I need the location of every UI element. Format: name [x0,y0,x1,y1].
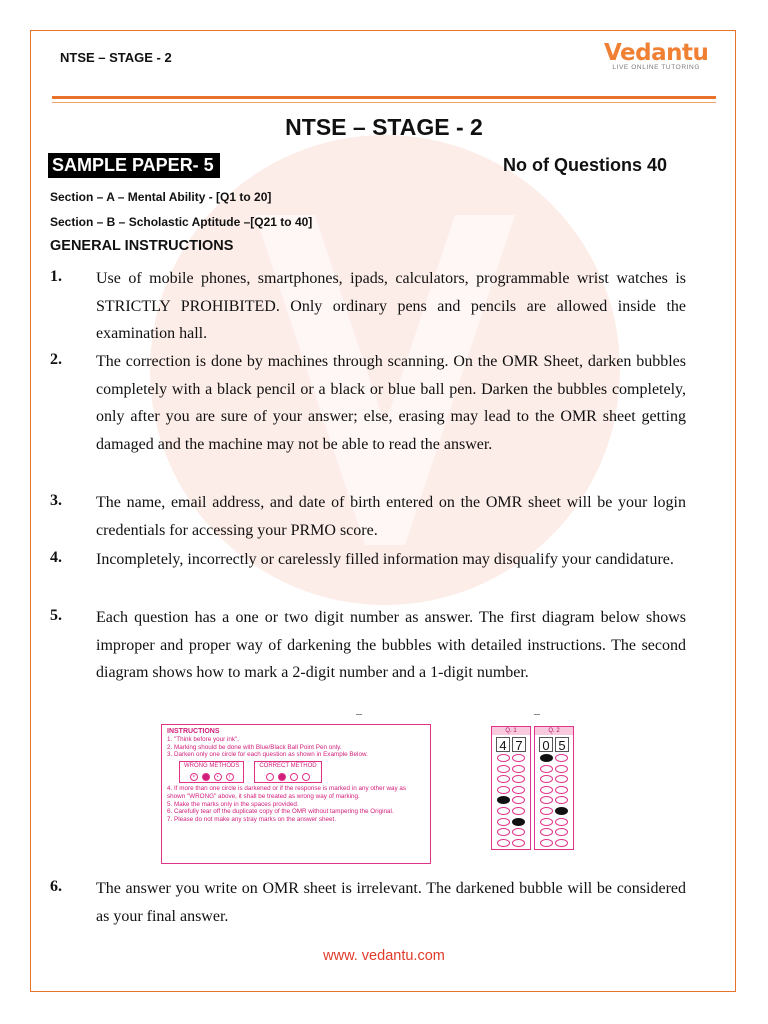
instruction-item [50,489,686,544]
page-title: NTSE – STAGE - 2 [285,114,483,140]
header-title: NTSE – STAGE - 2 [60,50,172,65]
instruction-text: The answer you write on OMR sheet is irrelevant. The darkened bubble will be considered as your final answer. [96,880,686,925]
correct-method-box [254,761,321,783]
logo-word: Vedantu [604,40,709,66]
instruction-text: Use of mobile phones, smartphones, ipads, calculators, programmable wrist watches is STRICTLY PROHIBITED. Only ordinary pens and pencils are allowed inside the examination hall. [96,270,686,342]
omr-line: 7. Please do not make any stray marks on the answer sheet. [167,816,337,824]
instruction-item [50,348,686,458]
omr-line: 1. "Think before your ink". [167,735,240,743]
section-b: Section – B – Scholastic Aptitude –[Q21 to 40] [50,215,313,229]
wrong-bubble-icon [202,773,210,781]
instruction-text: The correction is done by machines through scanning. On the OMR Sheet, darken bubbles completely with a black pencil or a black or blue ball pen. Darken the bubbles completely, only after you are sure of your answer; else, erasing may lead to the OMR sheet getting damaged and the machine may not be able to read the answer. [96,353,686,453]
bubble-icon [266,773,274,781]
general-instructions-heading: GENERAL INSTRUCTIONS [50,238,234,254]
omr-answer-column [491,726,531,850]
wrong-bubble-icon: / [226,773,234,781]
bubble-icon [302,773,310,781]
filled-bubble-icon [540,754,553,762]
omr-title: INSTRUCTIONS [167,728,220,735]
filled-bubble-icon [497,796,510,804]
instruction-text: The name, email address, and date of birth entered on the OMR sheet will be your login credentials for accessing your PRMO score. [96,494,686,539]
wrong-methods-box [179,761,244,783]
instruction-item [50,265,686,348]
instruction-number: 1. [50,268,62,285]
footer-url: www. vedantu.com [323,948,445,964]
omr-line: 6. Carefully tear off the duplicate copy of the OMR without tampering the Original. [167,808,394,816]
instruction-number: 2. [50,351,62,368]
wrong-bubble-icon: × [190,773,198,781]
instruction-number: 3. [50,492,62,509]
vedantu-logo [604,40,708,71]
instruction-text: Each question has a one or two digit number as answer. The first diagram below shows improper and proper way of darkening the bubbles with detailed instructions. The second diagram shows how to mark a 2-digit number and a 1-digit number. [96,609,686,681]
answer-digit: 5 [555,737,569,752]
instruction-number: 6. [50,878,62,895]
instruction-number: 5. [50,607,62,624]
omr-line: 3. Darken only one circle for each question as shown in Example Below. [167,751,368,759]
omr-line: 4. If more than one circle is darkened or if the response is marked in any other way as shown "WRONG" above, it shall be treated as wrong way of marking. [167,784,407,800]
header-rule-thin [52,102,716,103]
omr-instructions-diagram [161,724,431,864]
omr-line: 2. Marking should be done with Blue/Black Ball Point Pen only. [167,743,342,751]
correct-method-label: CORRECT METHOD [259,763,317,770]
diagram-mark [356,714,362,715]
answer-digit: 4 [496,737,510,752]
instruction-number: 4. [50,549,62,566]
wrong-bubble-icon: • [214,773,222,781]
answer-digit: 7 [512,737,526,752]
section-a: Section – A – Mental Ability - [Q1 to 20] [50,190,272,204]
header-rule [52,96,716,99]
wrong-methods-label: WRONG METHODS [184,763,240,770]
instruction-item [50,546,686,574]
instruction-item [50,604,686,687]
omr-line: 5. Make the marks only in the spaces provided. [167,800,299,808]
omr-methods [179,761,425,783]
instruction-item [50,875,686,930]
filled-bubble-icon [555,807,568,815]
answer-digit: 0 [539,737,553,752]
bubble-icon [290,773,298,781]
diagram-mark [534,714,540,715]
column-label: Q. 1 [492,727,530,735]
filled-bubble-icon [278,773,286,781]
column-label: Q. 2 [535,727,573,735]
filled-bubble-icon [512,818,525,826]
omr-answer-column [534,726,574,850]
instruction-text: Incompletely, incorrectly or carelessly filled information may disqualify your candidature. [96,551,674,568]
logo-tagline: LIVE ONLINE TUTORING [612,64,700,71]
question-count: No of Questions 40 [503,155,668,175]
sample-paper-label: SAMPLE PAPER- 5 [48,153,220,178]
